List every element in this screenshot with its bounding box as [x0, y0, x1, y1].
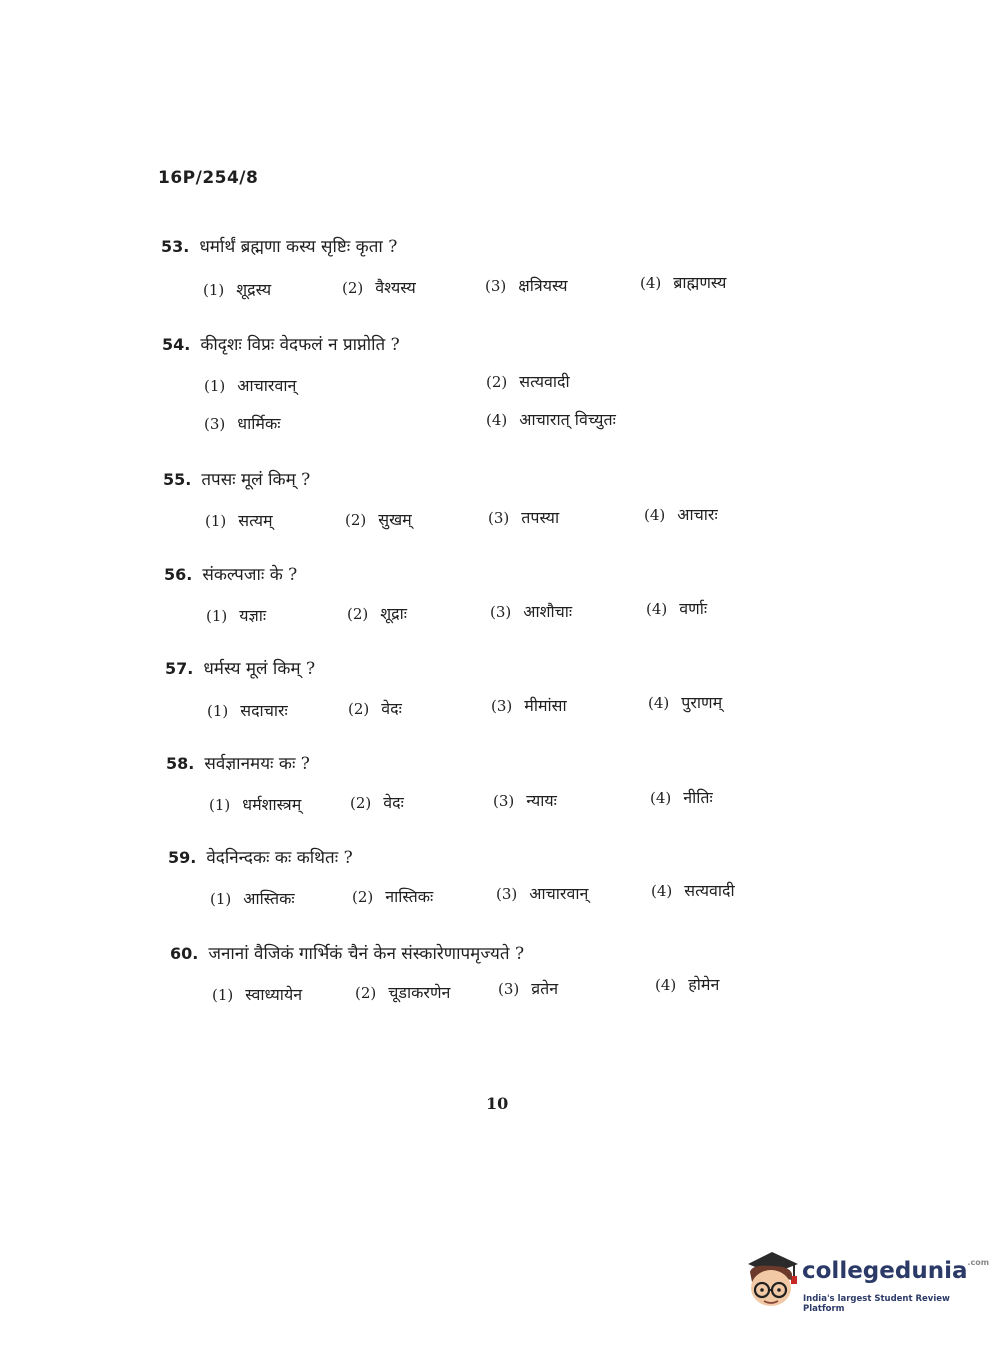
option-number: (3)	[488, 509, 510, 527]
question-text: तपसः मूलं किम् ?	[201, 470, 311, 490]
option-text: मीमांसा	[524, 696, 567, 715]
question-text: जनानां वैजिकं गार्भिकं चैनं केन संस्कारेणापमृज्यते ?	[208, 944, 525, 964]
option-number: (2)	[352, 888, 374, 906]
option-number: (2)	[348, 700, 370, 718]
option-number: (3)	[485, 277, 507, 295]
option-text: आचारात् विच्युतः	[519, 410, 616, 429]
collegedunia-mascot-icon	[742, 1250, 800, 1312]
option-number: (3)	[491, 697, 513, 715]
option-number: (2)	[347, 605, 369, 623]
question-number: 55.	[163, 470, 192, 489]
question-text: कीदृशः विप्रः वेदफलं न प्राप्नोति ?	[200, 335, 400, 355]
option-number: (1)	[203, 281, 225, 299]
question-text: वेदनिन्दकः कः कथितः ?	[206, 848, 353, 868]
option-number: (3)	[498, 980, 520, 998]
question-text: धर्मार्थं ब्रह्मणा कस्य सृष्टिः कृता ?	[199, 237, 398, 257]
option-4	[648, 691, 722, 713]
question-stem	[163, 467, 310, 490]
question-stem	[161, 234, 397, 257]
option-text: स्वाध्यायेन	[245, 985, 303, 1004]
option-2	[350, 791, 404, 813]
option-2	[348, 697, 402, 719]
option-text: सत्यवादी	[519, 372, 570, 391]
collegedunia-watermark	[742, 1250, 990, 1320]
question-number: 57.	[165, 659, 194, 678]
option-text: वेदः	[381, 699, 402, 718]
option-number: (3)	[493, 792, 515, 810]
option-text: न्यायः	[526, 791, 557, 810]
question-58	[0, 751, 1001, 831]
option-1	[209, 793, 301, 815]
option-4	[651, 879, 735, 901]
question-stem	[170, 941, 524, 964]
option-number: (2)	[350, 794, 372, 812]
option-number: (4)	[640, 274, 662, 292]
option-text: आचारवान्	[529, 884, 589, 903]
option-1	[203, 278, 271, 300]
option-text: चूडाकरणेन	[388, 983, 451, 1002]
question-stem	[162, 332, 400, 355]
option-text: आचारवान्	[237, 376, 297, 395]
question-number: 59.	[168, 848, 197, 867]
option-3	[491, 694, 567, 716]
option-text: व्रतेन	[531, 979, 559, 998]
question-stem	[165, 656, 315, 679]
option-text: सत्यम्	[238, 511, 273, 530]
option-1	[212, 983, 302, 1005]
option-text: तपस्या	[521, 508, 560, 527]
option-2	[352, 885, 433, 907]
option-4	[486, 408, 616, 430]
option-text: ब्राह्मणस्य	[673, 273, 727, 292]
option-number: (4)	[644, 506, 666, 524]
option-text: वेदः	[383, 793, 404, 812]
question-number: 53.	[161, 237, 190, 256]
option-3	[496, 882, 588, 904]
option-number: (3)	[496, 885, 518, 903]
option-text: आस्तिकः	[243, 889, 295, 908]
option-number: (4)	[650, 789, 672, 807]
option-1	[207, 699, 288, 721]
question-59	[0, 845, 1001, 925]
option-text: नीतिः	[683, 788, 713, 807]
option-text: आशौचाः	[523, 602, 573, 621]
option-number: (3)	[490, 603, 512, 621]
question-number: 58.	[166, 754, 195, 773]
option-1	[204, 374, 296, 396]
option-2	[347, 602, 407, 624]
option-3	[498, 977, 558, 999]
option-3	[490, 600, 572, 622]
question-stem	[164, 562, 297, 585]
option-text: सदाचारः	[240, 701, 288, 720]
option-3	[493, 789, 557, 811]
question-60	[0, 941, 1001, 1021]
question-54	[0, 332, 1001, 433]
option-number: (1)	[206, 607, 228, 625]
option-text: होमेन	[688, 975, 720, 994]
option-3	[204, 412, 280, 434]
option-number: (1)	[207, 702, 229, 720]
option-2	[486, 370, 570, 392]
option-number: (4)	[486, 411, 508, 429]
option-text: वर्णाः	[679, 599, 708, 618]
page-number: 10	[486, 1094, 509, 1113]
option-number: (1)	[204, 377, 226, 395]
option-4	[640, 271, 726, 293]
question-stem	[166, 751, 310, 774]
option-text: धार्मिकः	[237, 414, 281, 433]
option-1	[206, 604, 266, 626]
option-number: (1)	[209, 796, 231, 814]
option-number: (4)	[648, 694, 670, 712]
option-text: वैश्यस्य	[375, 278, 416, 297]
option-3	[488, 506, 559, 528]
option-2	[342, 276, 416, 298]
option-text: आचारः	[677, 505, 718, 524]
option-number: (2)	[345, 511, 367, 529]
brand-domain: .com	[967, 1258, 990, 1267]
option-2	[345, 508, 412, 530]
option-number: (1)	[205, 512, 227, 530]
question-text: धर्मस्य मूलं किम् ?	[203, 659, 316, 679]
option-number: (1)	[210, 890, 232, 908]
question-55	[0, 467, 1001, 547]
option-text: शूद्राः	[380, 604, 408, 623]
question-53	[0, 234, 1001, 314]
option-2	[355, 981, 450, 1003]
option-1	[210, 887, 295, 909]
question-number: 54.	[162, 335, 191, 354]
option-text: धर्मशास्त्रम्	[242, 795, 302, 814]
option-number: (3)	[204, 415, 226, 433]
option-number: (4)	[651, 882, 673, 900]
question-text: सर्वज्ञानमयः कः ?	[204, 754, 310, 774]
option-text: सत्यवादी	[684, 881, 735, 900]
option-number: (2)	[342, 279, 364, 297]
option-text: पुराणम्	[681, 693, 723, 712]
option-1	[205, 509, 273, 531]
option-number: (4)	[655, 976, 677, 994]
option-4	[650, 786, 713, 808]
question-stem	[168, 845, 353, 868]
option-number: (4)	[646, 600, 668, 618]
question-text: संकल्पजाः के ?	[202, 565, 298, 585]
option-number: (1)	[212, 986, 234, 1004]
option-4	[655, 973, 719, 995]
question-57	[0, 656, 1001, 736]
option-text: यज्ञाः	[239, 606, 267, 625]
brand-tagline: India's largest Student Review Platform	[803, 1294, 950, 1314]
question-56	[0, 562, 1001, 642]
paper-code: 16P/254/8	[158, 168, 259, 188]
option-text: नास्तिकः	[385, 887, 434, 906]
question-number: 60.	[170, 944, 199, 963]
collegedunia-logo-text	[802, 1258, 989, 1284]
option-3	[485, 274, 567, 296]
brand-name: collegedunia	[802, 1258, 968, 1284]
question-number: 56.	[164, 565, 193, 584]
option-number: (2)	[486, 373, 508, 391]
option-number: (2)	[355, 984, 377, 1002]
option-text: शूद्रस्य	[236, 280, 272, 299]
option-text: क्षत्रियस्य	[518, 276, 568, 295]
option-text: सुखम्	[378, 510, 412, 529]
option-4	[644, 503, 718, 525]
option-4	[646, 597, 707, 619]
